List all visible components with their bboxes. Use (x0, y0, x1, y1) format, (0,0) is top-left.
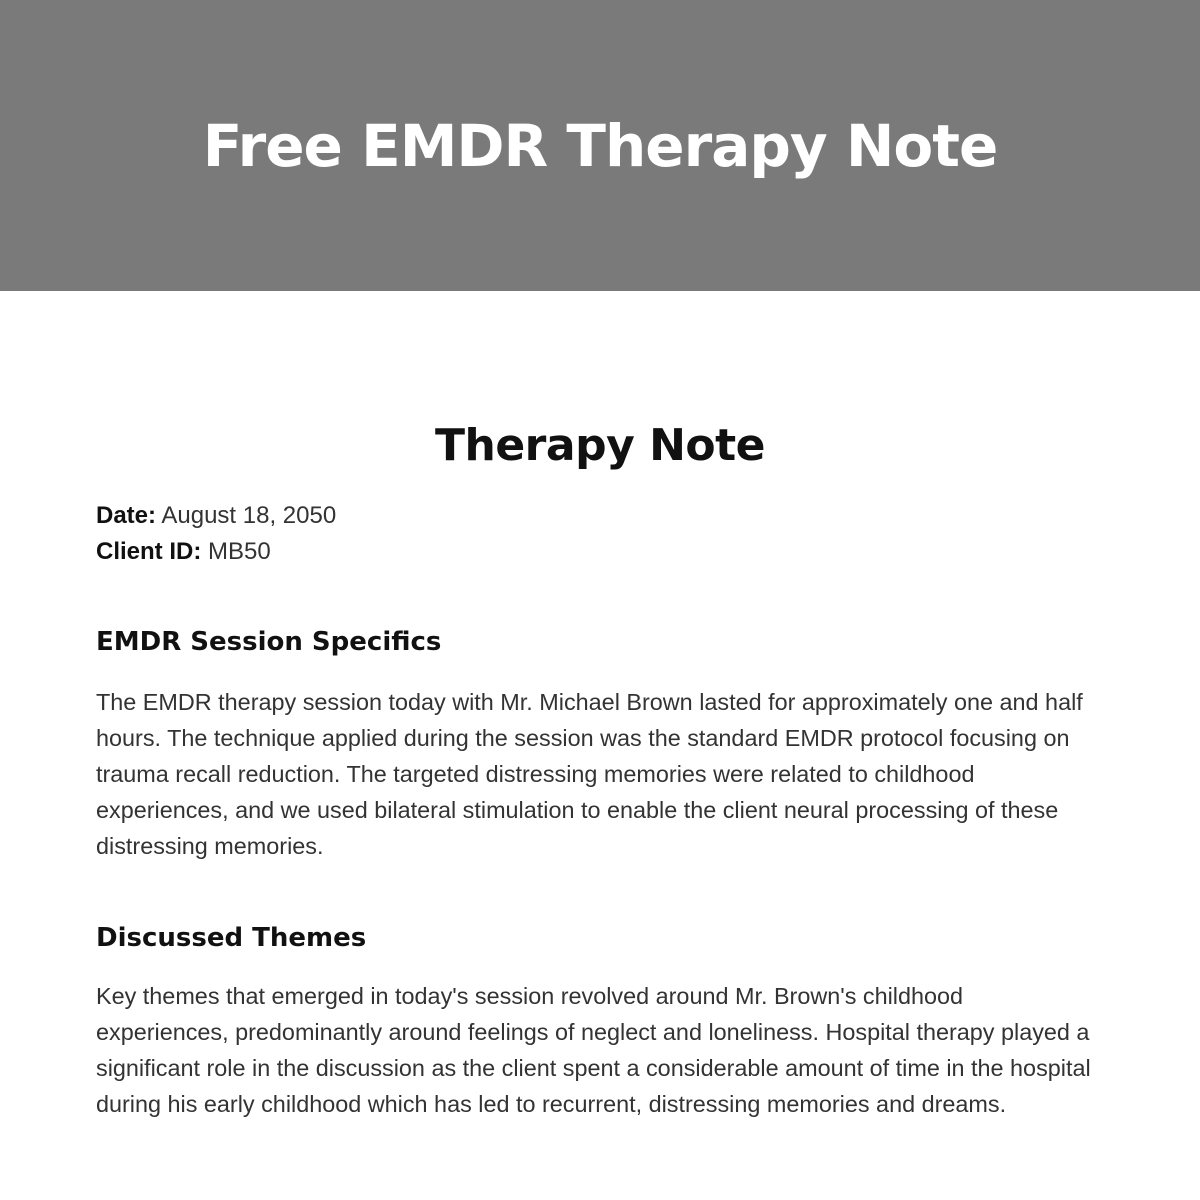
meta-client-id (96, 534, 336, 570)
section-body: Key themes that emerged in today's session revolved around Mr. Brown's childhood experiences, predominantly around feelings of neglect and loneliness. Hospital therapy played a significant role in the discussion as the client spent a considerable amount of time in the hospital during his early childhood which has led to recurrent, distressing memories and dreams. (96, 983, 1091, 1117)
document-title: Therapy Note (435, 420, 765, 471)
banner-title: Free EMDR Therapy Note (202, 111, 998, 180)
meta-date-label: Date: (96, 502, 157, 529)
title-banner (0, 0, 1200, 291)
meta-client-id-value: MB50 (208, 538, 271, 565)
note-meta (96, 498, 336, 570)
meta-date-value: August 18, 2050 (161, 502, 337, 529)
section-heading: EMDR Session Specifics (96, 627, 442, 657)
section-session-specifics (96, 624, 1096, 864)
meta-client-id-label: Client ID: (96, 538, 202, 565)
section-body: The EMDR therapy session today with Mr. Michael Brown lasted for approximately one and half hours. The technique applied during the session was the standard EMDR protocol focusing on trauma recall reduction. The targeted distressing memories were related to childhood experiences, and we used bilateral stimulation to enable the client neural processing of these distressing memories. (96, 689, 1083, 859)
section-heading: Discussed Themes (96, 923, 367, 953)
section-discussed-themes (96, 920, 1096, 1122)
meta-date (96, 498, 336, 534)
